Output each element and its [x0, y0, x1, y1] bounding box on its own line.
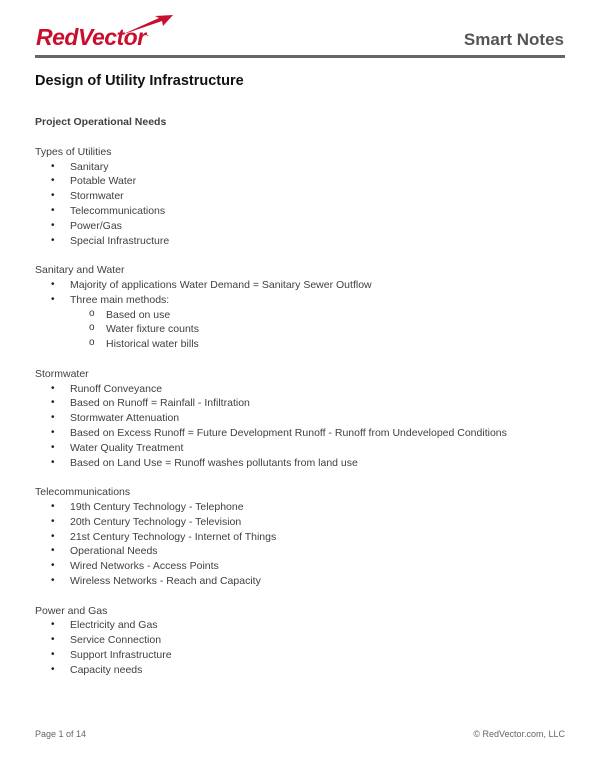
section-title: Stormwater	[35, 367, 89, 380]
list-item	[70, 648, 565, 663]
bullet-list	[35, 382, 565, 471]
list-item-text: Based on Excess Runoff = Future Development Runoff - Runoff from Undeveloped Conditions	[70, 426, 507, 439]
list-item	[70, 456, 565, 471]
sections-container	[35, 145, 565, 678]
list-item	[70, 500, 565, 515]
section-title: Sanitary and Water	[35, 264, 125, 277]
list-item	[70, 293, 565, 352]
list-item	[70, 219, 565, 234]
section-title: Power and Gas	[35, 604, 108, 617]
list-item-text: Majority of applications Water Demand = Sanitary Sewer Outflow	[70, 278, 372, 291]
list-item-text: Wired Networks - Access Points	[70, 560, 219, 573]
sub-list-item: o Historical water bills	[106, 337, 565, 352]
list-item-text: Capacity needs	[70, 663, 143, 676]
list-item	[70, 574, 565, 589]
bullet-list	[35, 618, 565, 677]
bullet-list	[35, 160, 565, 249]
list-item-text: Sanitary	[70, 160, 109, 173]
page-number: Page 1 of 14	[35, 729, 87, 739]
list-item-text: Electricity and Gas	[70, 619, 158, 632]
list-item-text: Wireless Networks - Reach and Capacity	[70, 574, 261, 587]
list-item-text: Support Infrastructure	[70, 648, 172, 661]
list-item-text: Based on Land Use = Runoff washes pollutants from land use	[70, 456, 358, 469]
list-item	[70, 559, 565, 574]
logo-trademark: .	[146, 31, 149, 39]
document-title: Design of Utility Infrastructure	[35, 73, 244, 89]
list-item	[70, 515, 565, 530]
section	[35, 604, 565, 678]
logo-text: RedVector	[36, 24, 146, 50]
list-item-text: Operational Needs	[70, 545, 158, 558]
bullet-list	[35, 278, 565, 352]
list-item-text: Runoff Conveyance	[70, 382, 163, 395]
smart-notes-title: Smart Notes	[463, 30, 564, 49]
list-item	[70, 396, 565, 411]
list-item	[70, 618, 565, 633]
page-header	[35, 14, 564, 59]
list-item	[70, 633, 565, 648]
list-item-text: Power/Gas	[70, 219, 122, 232]
list-item-text: Stormwater	[70, 190, 124, 203]
copyright-notice: © RedVector.com, LLC	[473, 729, 565, 739]
list-item-text: Water Quality Treatment	[70, 441, 184, 454]
list-item-text: Telecommunications	[70, 204, 166, 217]
list-item-text: 20th Century Technology - Television	[70, 515, 242, 528]
list-item	[70, 189, 565, 204]
sub-list-item: o Water fixture counts	[106, 322, 565, 337]
section-title: Types of Utilities	[35, 145, 112, 158]
document-body	[35, 115, 565, 692]
section-subheading: Project Operational Needs	[35, 116, 167, 128]
list-item	[70, 544, 565, 559]
section	[35, 367, 565, 471]
bullet-list	[35, 500, 565, 589]
list-item-text: 21st Century Technology - Internet of Things	[70, 530, 277, 543]
list-item	[70, 174, 565, 189]
list-item	[70, 278, 565, 293]
list-item-text: Based on Runoff = Rainfall - Infiltration	[70, 397, 250, 410]
list-item-text: 19th Century Technology - Telephone	[70, 500, 244, 513]
list-item	[70, 234, 565, 249]
list-item	[70, 530, 565, 545]
list-item	[70, 160, 565, 175]
list-item	[70, 426, 565, 441]
list-item-text: Stormwater Attenuation	[70, 412, 180, 425]
list-item	[70, 411, 565, 426]
list-item	[70, 382, 565, 397]
list-item-text: Service Connection	[70, 634, 162, 647]
section	[35, 263, 565, 352]
list-item	[70, 441, 565, 456]
list-item	[70, 663, 565, 678]
list-item	[70, 204, 565, 219]
list-item-text: Potable Water	[70, 175, 137, 188]
section-title: Telecommunications	[35, 486, 131, 499]
section	[35, 145, 565, 249]
redvector-logo	[35, 14, 185, 54]
logo-wordmark	[36, 24, 148, 51]
list-item-text: Special Infrastructure	[70, 234, 170, 247]
section	[35, 485, 565, 589]
sub-list-item: o Based on use	[106, 308, 565, 323]
sub-bullet-list	[70, 308, 565, 352]
header-divider	[35, 55, 565, 58]
list-item-text: Three main methods:	[70, 293, 170, 306]
